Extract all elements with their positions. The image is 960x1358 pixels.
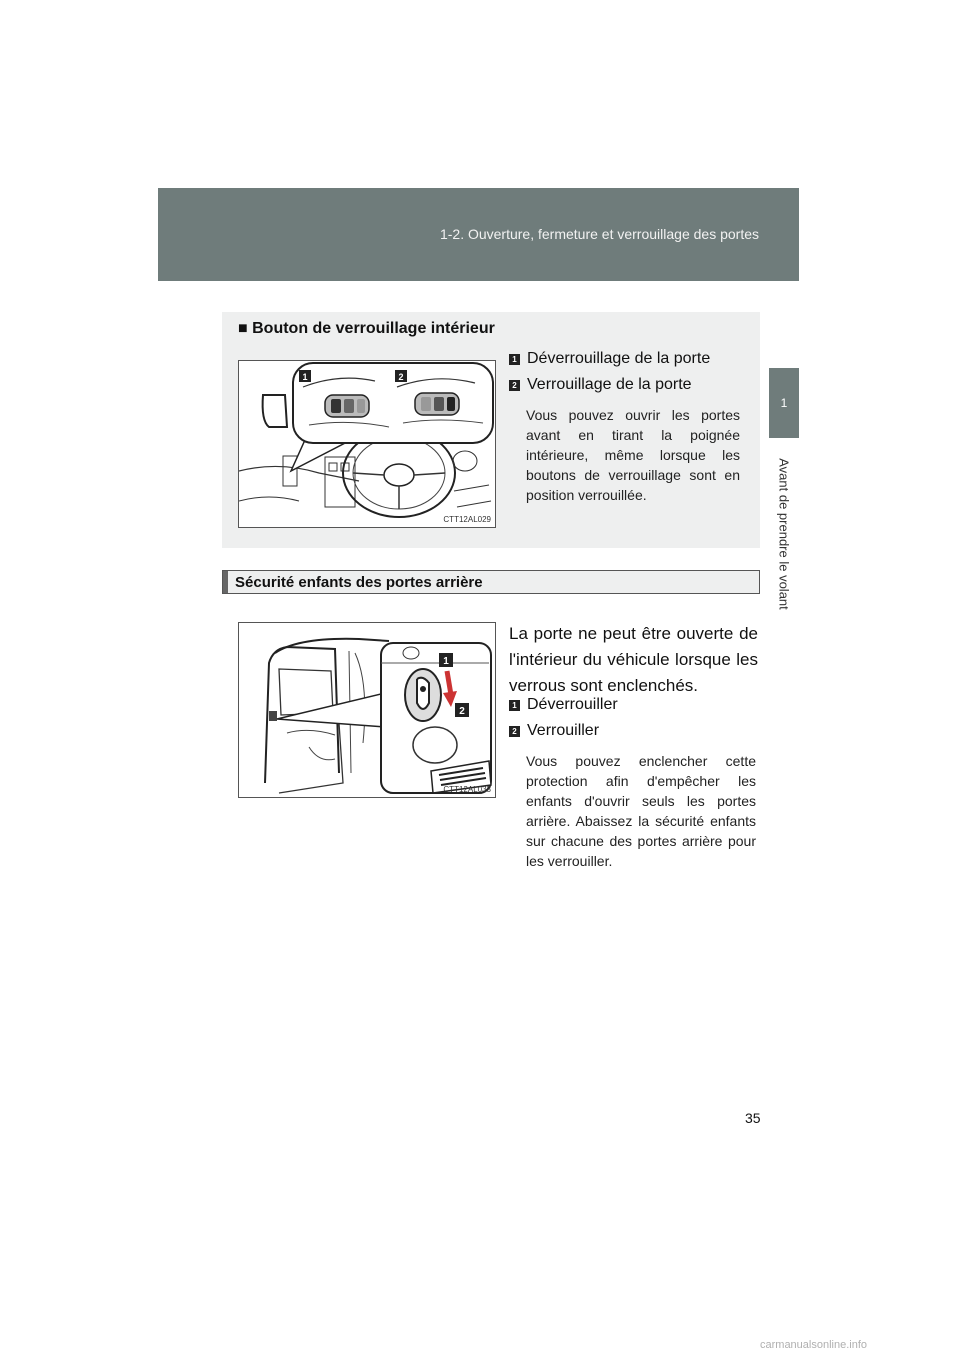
- section2-item-lock: [509, 722, 599, 740]
- section2-note: Vous pouvez enclencher cette protection afin d'empêcher les enfants d'ouvrir seuls les portes arrière. Abaissez la sécurité enfants sur chacune des portes arrière pour les verrouiller.: [526, 753, 756, 869]
- section2-item-unlock: [509, 696, 618, 714]
- child-lock-illustration: [238, 622, 496, 798]
- chapter-header: [158, 188, 799, 281]
- child-lock-section-header: [222, 570, 760, 594]
- section1-note: Vous pouvez ouvrir les portes avant en tirant la poignée intérieure, même lorsque les boutons de verrouillage sont en position verrouillée.: [526, 407, 740, 503]
- svg-text:1: 1: [302, 372, 308, 382]
- item-label: Verrouillage de la porte: [527, 376, 692, 393]
- callout-number-2: 2: [509, 726, 520, 737]
- item-label: Déverrouillage de la porte: [527, 350, 711, 367]
- section1-item-unlock: [509, 350, 710, 368]
- chapter-tab-title-text: Avant de prendre le volant: [776, 458, 792, 610]
- callout-number-1: 1: [509, 354, 520, 365]
- header-title: 1-2. Ouverture, fermeture et verrouillage des portes: [439, 226, 759, 242]
- section2-title: Sécurité enfants des portes arrière: [235, 574, 483, 591]
- dashboard-drawing: [239, 361, 495, 527]
- interior-lock-illustration: [238, 360, 496, 528]
- watermark: carmanualsonline.info: [760, 1339, 868, 1351]
- svg-text:2: 2: [459, 706, 465, 717]
- section1-title: ■ Bouton de verrouillage intérieur: [238, 320, 495, 337]
- svg-text:1: 1: [443, 656, 449, 667]
- figure-code-2: CTT12AL033: [443, 785, 491, 794]
- callout-number-2: 2: [509, 380, 520, 391]
- item-label: Verrouiller: [527, 722, 600, 739]
- chapter-tab-number: 1: [769, 368, 799, 438]
- svg-text:2: 2: [398, 372, 404, 382]
- door-drawing: [239, 623, 495, 797]
- callout-number-1: 1: [509, 700, 520, 711]
- section2-paragraph: La porte ne peut être ouverte de l'intérieur du véhicule lorsque les verrous sont enclenchés.: [509, 624, 758, 695]
- page-number: 35: [745, 1110, 761, 1126]
- figure-code-1: CTT12AL029: [443, 515, 491, 524]
- item-label: Déverrouiller: [527, 696, 618, 713]
- section1-item-lock: [509, 376, 692, 394]
- chapter-tab-title: [769, 448, 799, 620]
- section-accent: [223, 571, 228, 593]
